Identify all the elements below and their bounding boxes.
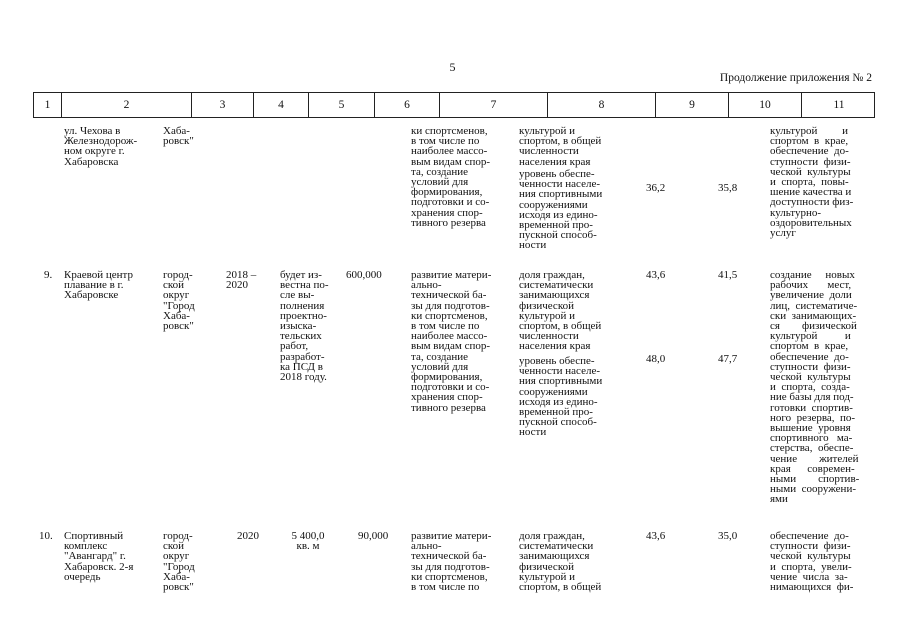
- indicator-text: доля граждан, систематически занимающихся физической культурой и спортом, в общей численности населения края: [519, 269, 602, 353]
- col-header-7: 7: [440, 93, 548, 117]
- col-header-10: 10: [729, 93, 802, 117]
- indicator-value-col9: 43,6: [646, 530, 666, 542]
- object-purpose: развитие матери- ально- технической ба- зы для подготов- ки спортсменов, в том числе по: [411, 530, 492, 594]
- indicator-text: уровень обеспе- ченности населе- ния спортивными сооружениями исходя из едино- временной про- пускной способ- ности: [519, 168, 603, 252]
- indicator-value-col9: 43,6: [646, 269, 666, 281]
- col-header-2: 2: [62, 93, 192, 117]
- implementation-years: 2018 – 2020: [226, 269, 257, 292]
- object-cost: 600,000: [346, 269, 382, 281]
- col-header-9: 9: [656, 93, 729, 117]
- object-name: Краевой центр плавание в г. Хабаровске: [64, 269, 133, 302]
- object-purpose: развитие матери- ально- технической ба- зы для подготов- ки спортсменов, в том числе по наиболее массо- вым видам спор- та, создание условий для формирования, подготовки и со- хранения спор- тивного резерва: [411, 269, 492, 414]
- col-header-11: 11: [833, 99, 845, 111]
- col-header-8: 8: [548, 93, 656, 117]
- expected-result: обеспечение до- ступности физи- ческой культуры и спорта, увели- чение числа за- нимающихся фи-: [770, 530, 854, 594]
- appendix-continuation-title: Продолжение приложения № 2: [719, 72, 872, 84]
- object-purpose: ки спортсменов, в том числе по наиболее массо- вым видам спор- та, создание условий для формирования, подготовки и со- хранения спор- тивного резерва: [411, 125, 490, 229]
- indicator-value-col10: 35,8: [718, 182, 738, 194]
- object-cost: 90,000: [358, 530, 389, 542]
- indicator-text: культурой и спортом, в общей численности населения края: [519, 125, 602, 168]
- table-header-row: [33, 92, 875, 118]
- object-capacity: 5 400,0 кв. м: [291, 530, 325, 553]
- object-capacity: будет из- вестна по- сле вы- полнения проектно- изыска- тельских работ, разработ- ка ПСД в 2018 году.: [280, 269, 329, 384]
- row-number: 9.: [44, 269, 53, 281]
- col-header-4: 4: [254, 93, 309, 117]
- indicator-value-col10: 47,7: [718, 353, 738, 365]
- row-number: 10.: [39, 530, 53, 542]
- municipality: Хаба- ровск": [163, 125, 194, 148]
- col-header-3: 3: [192, 93, 254, 117]
- municipality: город- ской округ "Город Хаба- ровск": [163, 269, 195, 333]
- expected-result: создание новых рабочих мест, увеличение доли лиц, систематиче- ски занимающих- ся физической культурой и спортом в крае, обеспечение до- ступности физи- ческой культуры и спорта, созда- ние базы для под- готовки спортив- ного резерва, по- вышение уровня спортивного ма- стерства, обеспе- чение жителей края современ- ными спортив- ными сооружени- ями: [770, 269, 860, 506]
- col-header-5: 5: [309, 93, 375, 117]
- indicator-text: доля граждан, систематически занимающихся физической культурой и спортом, в общей: [519, 530, 602, 594]
- municipality: город- ской округ "Город Хаба- ровск": [163, 530, 195, 594]
- implementation-years: 2020: [237, 530, 259, 542]
- indicator-value-col10: 41,5: [718, 269, 738, 281]
- indicator-value-col9: 36,2: [646, 182, 666, 194]
- indicator-text: уровень обеспе- ченности населе- ния спортивными сооружениями исходя из едино- временной про- пускной способ- ности: [519, 355, 603, 439]
- expected-result: культурой и спортом в крае, обеспечение до- ступности физи- ческой культуры и спорта, повы- шение качества и доступности физ- культурно- оздоровительных услуг: [770, 125, 854, 240]
- object-name: Спортивный комплекс "Авангард" г. Хабаровск. 2-я очередь: [64, 530, 134, 583]
- indicator-value-col10: 35,0: [718, 530, 738, 542]
- indicator-value-col9: 48,0: [646, 353, 666, 365]
- col-header-6: 6: [375, 93, 440, 117]
- page-number: 5: [449, 60, 456, 74]
- col-header-1: 1: [34, 93, 62, 117]
- object-name: ул. Чехова в Железнодорож- ном округе г. Хабаровска: [64, 125, 138, 168]
